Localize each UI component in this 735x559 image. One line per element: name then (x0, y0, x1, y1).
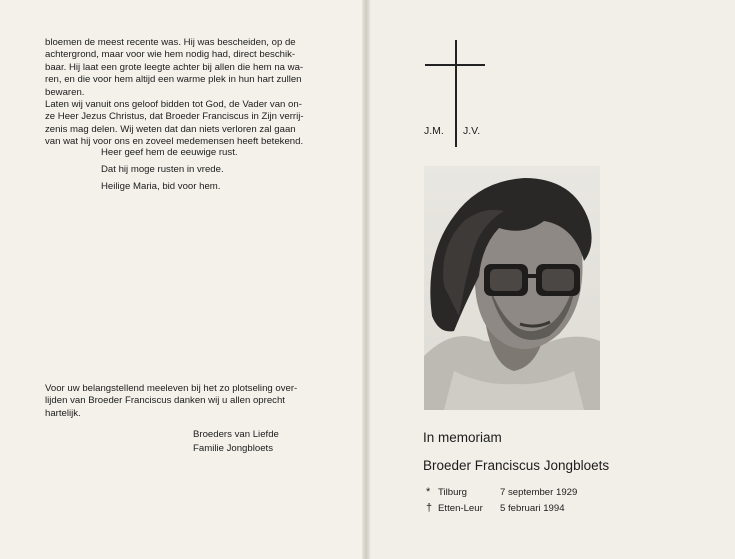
birth-date: 7 september 1929 (500, 487, 578, 498)
prayer-line: Heer geef hem de eeuwige rust. (101, 147, 238, 158)
text-line: bewaren. (45, 86, 85, 98)
prayer-lines (101, 147, 238, 198)
asterisk-icon: * (426, 486, 431, 498)
text-line: ren, en die voor hem altijd een warme plek in hun hart zullen (45, 74, 302, 86)
cross-icon-vertical (455, 40, 457, 147)
paragraph-2 (45, 99, 320, 149)
dagger-icon: † (426, 502, 433, 514)
card-fold (362, 0, 370, 559)
text-line: achtergrond, maar voor wie hem nodig had, direct beschik- (45, 49, 296, 61)
text-line: van wat hij voor ons en zoveel medemensen heeft betekend. (45, 136, 304, 148)
text-line: Laten wij vanuit ons geloof bidden tot God, de Vader van on- (45, 99, 302, 110)
portrait-illustration (424, 166, 600, 410)
birth-place: Tilburg (438, 487, 467, 498)
text-line: baar. Hij laat een grote leegte achter bij allen die hem na wa- (45, 61, 304, 73)
text-line: zenis mag delen. Wij weten dat dan niets verloren zal gaan (45, 123, 296, 135)
signature-line: Broeders van Liefde (193, 429, 279, 440)
paragraph-1 (45, 37, 320, 99)
signature-line: Familie Jongbloets (193, 443, 273, 454)
text-line: hartelijk. (45, 407, 81, 419)
jm-initials: J.M. (424, 125, 444, 137)
thanks-paragraph (45, 383, 320, 420)
portrait-photo (424, 166, 600, 410)
death-date: 5 februari 1994 (500, 503, 565, 514)
text-line: ze Heer Jezus Christus, dat Broeder Franciscus in Zijn verrij- (45, 111, 304, 123)
title: In memoriam (423, 430, 502, 445)
birth-line (426, 486, 577, 498)
text-line: lijden van Broeder Franciscus danken wij u allen oprecht (45, 395, 285, 407)
signatures (193, 428, 279, 456)
text-line: Voor uw belangstellend meeleven bij het zo plotseling over- (45, 383, 298, 394)
death-line (426, 502, 565, 514)
death-place: Etten-Leur (438, 503, 483, 514)
text-line: bloemen de meest recente was. Hij was bescheiden, op de (45, 37, 296, 48)
jv-initials: J.V. (463, 125, 481, 137)
prayer-line: Heilige Maria, bid voor hem. (101, 181, 221, 192)
cross-icon-horizontal (425, 64, 485, 66)
prayer-line: Dat hij moge rusten in vrede. (101, 164, 224, 175)
deceased-name: Broeder Franciscus Jongbloets (423, 458, 610, 473)
